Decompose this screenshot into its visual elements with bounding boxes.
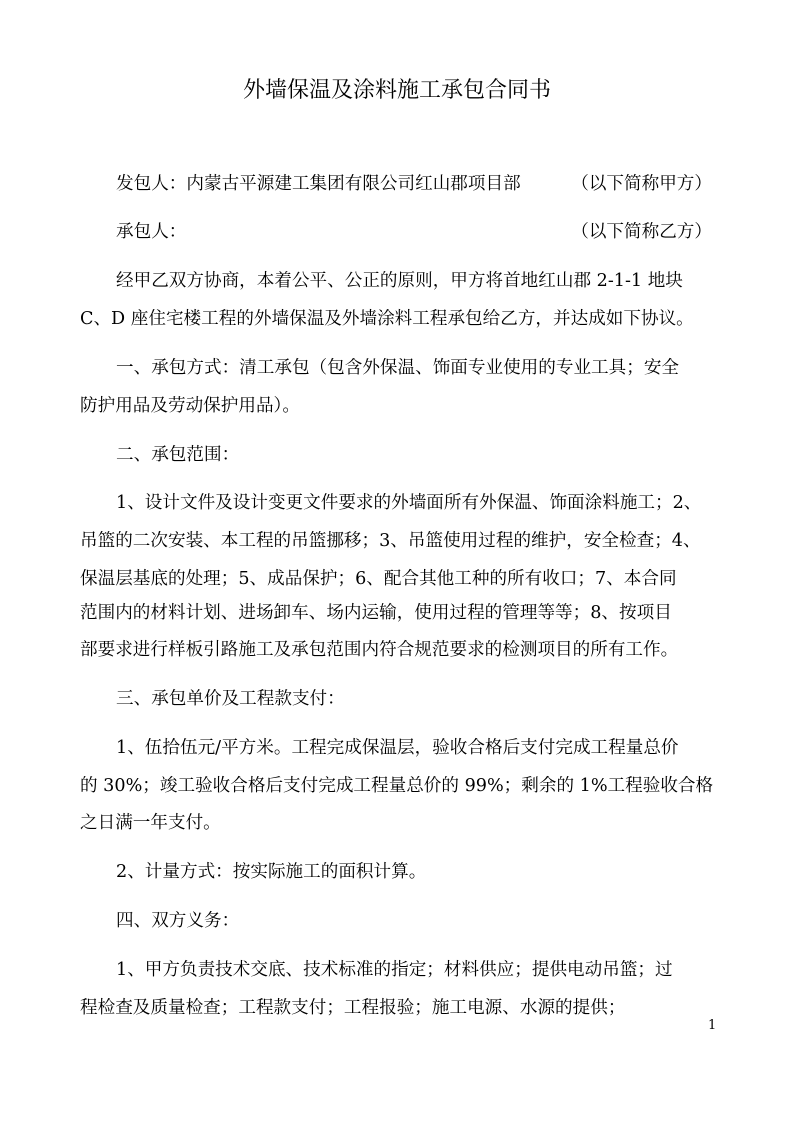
section2-line: 吊篮的二次安装、本工程的吊篮挪移；3、吊篮使用过程的维护，安全检查；4、 — [80, 531, 701, 551]
section3-heading: 三、承包单价及工程款支付： — [116, 689, 345, 709]
party-b-abbreviation: （以下简称乙方） — [571, 222, 712, 242]
section4-heading: 四、双方义务： — [116, 911, 240, 931]
section1-line: 防护用品及劳动保护用品）。 — [80, 396, 300, 416]
section2-line: 保温层基底的处理；5、成品保护；6、配合其他工种的所有收口；7、本合同 — [80, 569, 677, 589]
page-number: 1 — [708, 1018, 717, 1033]
party-b-line: 承包人： — [116, 222, 187, 242]
intro-line: C、D 座住宅楼工程的外墙保温及外墙涂料工程承包给乙方，并达成如下协议。 — [80, 309, 694, 329]
section3-measurement: 2、计量方式：按实际施工的面积计算。 — [116, 862, 427, 882]
section3-line: 的 30%；竣工验收合格后支付完成工程量总价的 99%；剩余的 1%工程验收合格 — [80, 776, 714, 796]
section2-heading: 二、承包范围： — [116, 445, 240, 465]
section4-line: 程检查及质量检查；工程款支付；工程报验；施工电源、水源的提供； — [80, 998, 626, 1018]
party-a-abbreviation: （以下简称甲方） — [571, 174, 712, 194]
section3-line: 1、伍拾伍元/平方米。工程完成保温层，验收合格后支付完成工程量总价 — [116, 738, 679, 758]
section2-line: 部要求进行样板引路施工及承包范围内符合规范要求的检测项目的所有工作。 — [80, 640, 679, 660]
party-a-line: 发包人：内蒙古平源建工集团有限公司红山郡项目部 — [116, 174, 521, 194]
section3-line: 之日满一年支付。 — [80, 813, 221, 833]
section2-line: 1、设计文件及设计变更文件要求的外墙面所有外保温、饰面涂料施工；2、 — [116, 493, 702, 513]
intro-line: 经甲乙双方协商，本着公平、公正的原则，甲方将首地红山郡 2-1-1 地块 — [116, 271, 683, 291]
document-title: 外墙保温及涂料施工承包合同书 — [242, 78, 551, 103]
section4-line: 1、甲方负责技术交底、技术标准的指定；材料供应；提供电动吊篮；过 — [116, 960, 673, 980]
section2-line: 范围内的材料计划、进场卸车、场内运输，使用过程的管理等等；8、按项目 — [80, 603, 672, 623]
section1-line: 一、承包方式：清工承包（包含外保温、饰面专业使用的专业工具；安全 — [116, 358, 680, 378]
